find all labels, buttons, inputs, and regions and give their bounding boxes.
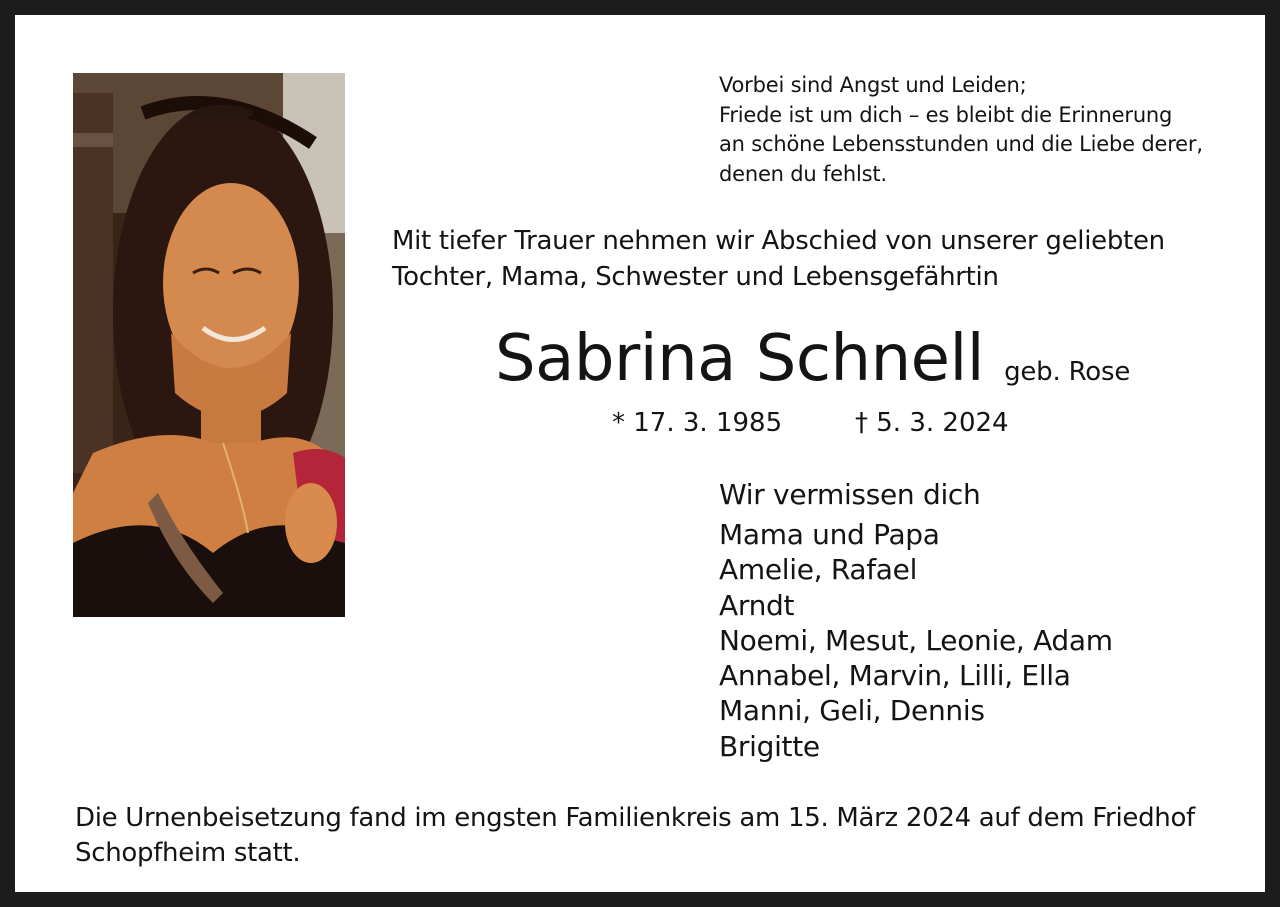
intro-text (392, 223, 1165, 295)
poem-line: denen du fehlst. (719, 161, 887, 186)
mourner-line: Mama und Papa (719, 518, 940, 551)
birth-date: * 17. 3. 1985 (612, 408, 783, 438)
poem-verse (719, 71, 1203, 189)
mourner-line: Amelie, Rafael (719, 553, 918, 587)
mourner-line: Annabel, Marvin, Lilli, Ella (719, 659, 1071, 693)
mourner-line: Arndt (719, 588, 795, 622)
intro-line: Mit tiefer Trauer nehmen wir Abschied von unserer geliebten (392, 226, 1165, 256)
mourner-line: Noemi, Mesut, Leonie, Adam (719, 623, 1113, 657)
mourners-list (719, 517, 1113, 764)
poem-line: Vorbei sind Angst und Leiden; (719, 73, 1027, 97)
notice-line: Schopfheim statt. (75, 838, 301, 868)
birth-name: geb. Rose (1004, 357, 1131, 387)
portrait-photo (73, 73, 345, 617)
mourners-heading: Wir vermissen dich (719, 478, 981, 511)
mourner-line: Brigitte (719, 729, 820, 763)
mourner-line: Manni, Geli, Dennis (719, 694, 985, 728)
notice-line: Die Urnenbeisetzung fand im engsten Familienkreis am 15. März 2024 auf dem Friedhof (75, 803, 1195, 833)
death-date: † 5. 3. 2024 (855, 408, 1009, 438)
poem-line: Friede ist um dich – es bleibt die Erinnerung (719, 102, 1173, 127)
deceased-name: Sabrina Schnell (495, 322, 985, 396)
poem-line: an schöne Lebensstunden und die Liebe derer, (719, 132, 1203, 156)
deceased-name-row (495, 320, 1130, 398)
intro-line: Tochter, Mama, Schwester und Lebensgefährtin (392, 262, 999, 292)
obituary-card (15, 15, 1265, 892)
burial-notice (75, 801, 1195, 871)
